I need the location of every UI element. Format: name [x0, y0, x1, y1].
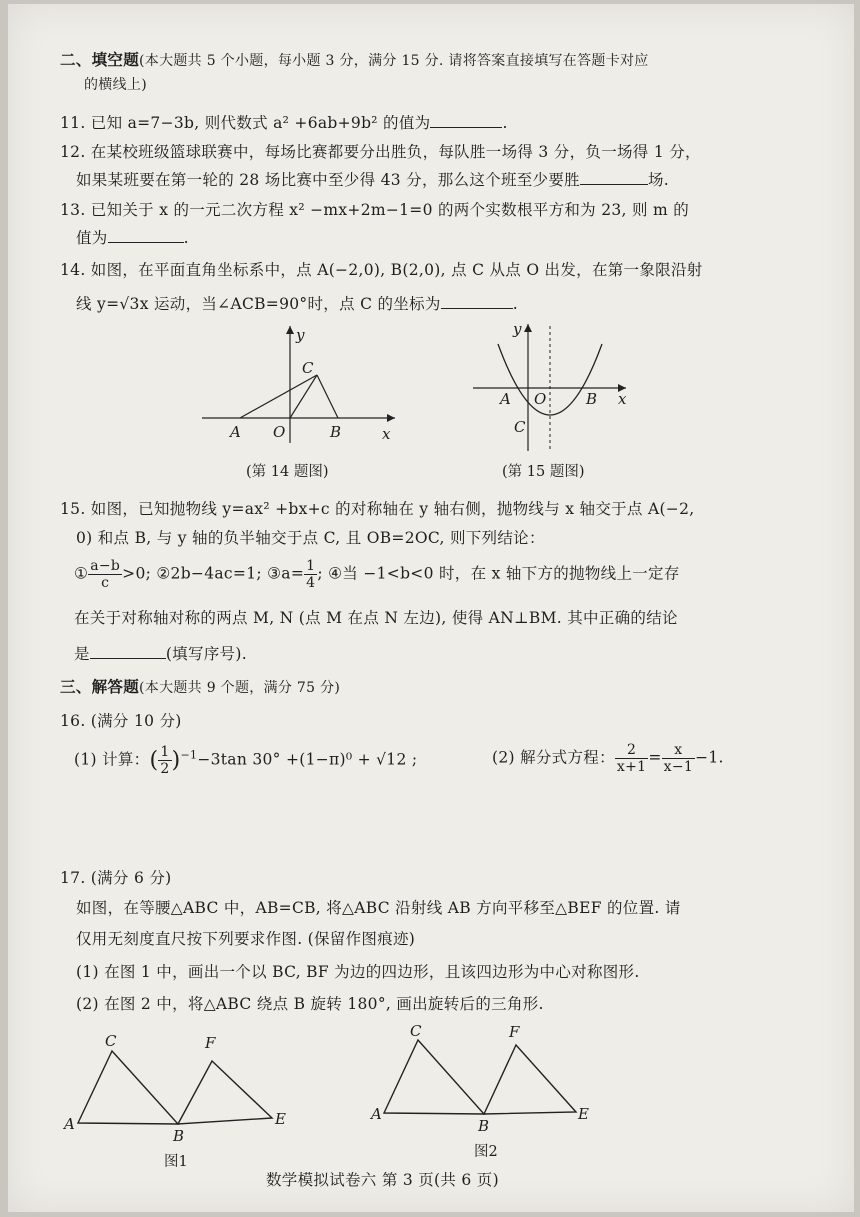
fraction-numerator: a−b: [90, 558, 121, 574]
question-13-line1: 13. 已知关于 x 的一元二次方程 x² −mx+2m−1=0 的两个实数根平方和为 23, 则 m 的: [60, 201, 690, 219]
label-C: C: [105, 1032, 117, 1050]
question-12-line1: 12. 在某校班级篮球联赛中，每场比赛都要分出胜负，每队胜一场得 3 分，负一场得 1 分，: [60, 143, 701, 161]
question-15-conclusion-4: ; ④当 −1<b<0 时，在 x 轴下方的抛物线上一定存: [317, 564, 680, 583]
fraction-numerator: 1: [306, 558, 316, 574]
label-C: C: [302, 359, 314, 377]
answer-blank[interactable]: [90, 644, 166, 659]
figure-14: [190, 318, 410, 448]
fraction-right: [662, 742, 695, 775]
figure-17-1-caption: 图1: [164, 1154, 188, 1170]
label-y: y: [513, 320, 522, 338]
label-F: F: [509, 1023, 520, 1041]
fraction-numerator: 2: [615, 742, 648, 759]
label-A: A: [500, 390, 511, 408]
fraction-denominator: 2: [160, 761, 170, 777]
question-12-line2: [76, 168, 669, 190]
section-2-title: 二、填空题: [60, 50, 140, 69]
question-12-text: 如果某班要在第一轮的 28 场比赛中至少得 43 分，那么这个班至少要胜: [76, 171, 580, 189]
label-B: B: [330, 423, 342, 441]
segment-CB: [317, 375, 338, 418]
equals-sign: =: [648, 748, 662, 767]
figure-15-caption: (第 15 题图): [502, 464, 585, 480]
question-14-line2: 线 y=√3x 运动，当∠ACB=90°时，点 C 的坐标为 .: [76, 295, 518, 313]
label-A: A: [371, 1105, 382, 1123]
figure-17-1: [60, 1026, 300, 1141]
label-C: C: [410, 1022, 422, 1040]
part-1-label: (1) 计算：: [74, 750, 150, 769]
question-16-part1: [74, 744, 417, 777]
y-axis-arrow-icon: [286, 326, 294, 334]
question-15-text: 是: [74, 645, 90, 663]
fraction-denominator: 4: [306, 575, 316, 591]
triangle-ABC: [78, 1051, 178, 1124]
answer-blank[interactable]: [108, 228, 184, 243]
fraction-left: [615, 742, 648, 775]
section-2-desc: (本大题共 5 个小题，每小题 3 分，满分 15 分. 请将答案直接填写在答题卡对应: [139, 53, 649, 69]
figure-15: [468, 316, 648, 456]
exponent: −1: [180, 748, 198, 762]
answer-blank[interactable]: [441, 294, 513, 309]
label-C: C: [514, 418, 526, 436]
label-O: O: [534, 390, 547, 408]
fraction-one-quarter: [304, 558, 317, 591]
question-17-heading: 17. (满分 6 分): [60, 869, 172, 887]
segment-OC: [290, 375, 317, 418]
question-17-line2: 仅用无刻度直尺按下列要求作图. (保留作图痕迹): [76, 930, 416, 948]
paren-left: (: [149, 748, 159, 773]
figure-17-2-caption: 图2: [474, 1144, 498, 1160]
label-B: B: [586, 390, 598, 408]
page-footer: 数学模拟试卷六 第 3 页(共 6 页): [266, 1171, 499, 1189]
section-2-heading: [60, 48, 649, 70]
segment-AC: [240, 375, 317, 418]
part-2-label: (2) 解分式方程：: [492, 748, 615, 767]
section-3-heading: [60, 675, 340, 697]
part-1-expression: −3tan 30° +(1−π)⁰ + √12 ;: [197, 750, 418, 769]
figure-17-2: [366, 1020, 606, 1135]
question-15-line3: ① $\frac{a-b}{c}$ >0; ②2b−4ac=1; ③a= $\frac{1}{4}$ ; ④当 −1<b<0 时，在 x 轴下方的抛物线上一定存: [74, 558, 680, 591]
label-y: y: [296, 326, 305, 344]
question-11-text: 11. 已知 a=7−3b, 则代数式 a² +6ab+9b² 的值为: [60, 114, 431, 132]
question-15-conclusions: >0; ②2b−4ac=1; ③a=: [122, 564, 305, 583]
fraction-a-minus-b-over-c: [88, 558, 122, 591]
fraction-numerator: 1: [160, 744, 170, 760]
triangle-BEF: [178, 1061, 272, 1124]
fraction-numerator: x: [662, 742, 695, 759]
label-F: F: [205, 1034, 216, 1052]
label-E: E: [578, 1105, 589, 1123]
question-17-line1: 如图，在等腰△ABC 中，AB=CB, 将△ABC 沿射线 AB 方向平移至△BEF 的位置. 请: [76, 899, 681, 917]
paren-right: ): [171, 748, 181, 773]
fraction-denominator: x−1: [663, 759, 694, 775]
question-16-heading: 16. (满分 10 分): [60, 712, 182, 730]
label-A: A: [64, 1115, 75, 1133]
fraction-denominator: c: [101, 575, 110, 591]
label-x: x: [618, 390, 627, 408]
label-O: O: [273, 423, 286, 441]
question-15-hint: (填写序号).: [165, 645, 247, 663]
question-13-text: 值为: [76, 229, 108, 247]
label-B: B: [478, 1117, 490, 1135]
question-14-line1: 14. 如图，在平面直角坐标系中，点 A(−2,0), B(2,0), 点 C 从点 O 出发，在第一象限沿射: [60, 261, 703, 279]
fraction-denominator: x+1: [616, 759, 647, 775]
question-15-line4: 在关于对称轴对称的两点 M, N (点 M 在点 N 左边), 使得 AN⊥BM. 其中正确的结论: [74, 609, 678, 627]
question-13-line2: 值为 .: [76, 229, 189, 247]
section-3-desc: (本大题共 9 个题，满分 75 分): [139, 680, 341, 696]
figure-14-caption: (第 14 题图): [246, 464, 329, 480]
y-axis-arrow-icon: [524, 324, 532, 332]
triangle-BEF: [484, 1045, 576, 1114]
label-E: E: [275, 1110, 286, 1128]
question-14-text: 线 y=√3x 运动，当∠ACB=90°时，点 C 的坐标为: [76, 295, 441, 313]
question-16-part2: [492, 742, 724, 775]
question-15-line2: 0) 和点 B, 与 y 轴的负半轴交于点 C, 且 OB=2OC, 则下列结论：: [76, 529, 545, 547]
question-12-unit: 场.: [647, 171, 669, 189]
question-15-line5: [74, 642, 247, 664]
answer-blank[interactable]: [430, 113, 502, 128]
question-17-line3: (1) 在图 1 中，画出一个以 BC, BF 为边的四边形，且该四边形为中心对称图形.: [76, 963, 640, 981]
x-axis-arrow-icon: [387, 414, 395, 422]
question-15-line1: 15. 如图，已知抛物线 y=ax² +bx+c 的对称轴在 y 轴右侧，抛物线与 x 轴交于点 A(−2,: [60, 500, 695, 518]
fraction-one-half: [158, 744, 171, 777]
section-3-title: 三、解答题: [60, 677, 140, 696]
label-x: x: [382, 425, 391, 443]
triangle-ABC: [384, 1040, 484, 1114]
answer-blank[interactable]: [580, 170, 648, 185]
label-A: A: [230, 423, 241, 441]
label-B: B: [173, 1127, 185, 1141]
question-17-line4: (2) 在图 2 中，将△ABC 绕点 B 旋转 180°, 画出旋转后的三角形.: [76, 995, 544, 1013]
part-2-rest: −1.: [695, 748, 724, 767]
question-11: 11. 已知 a=7−3b, 则代数式 a² +6ab+9b² 的值为 .: [60, 114, 508, 132]
section-2-desc-cont: 的横线上): [84, 77, 147, 93]
